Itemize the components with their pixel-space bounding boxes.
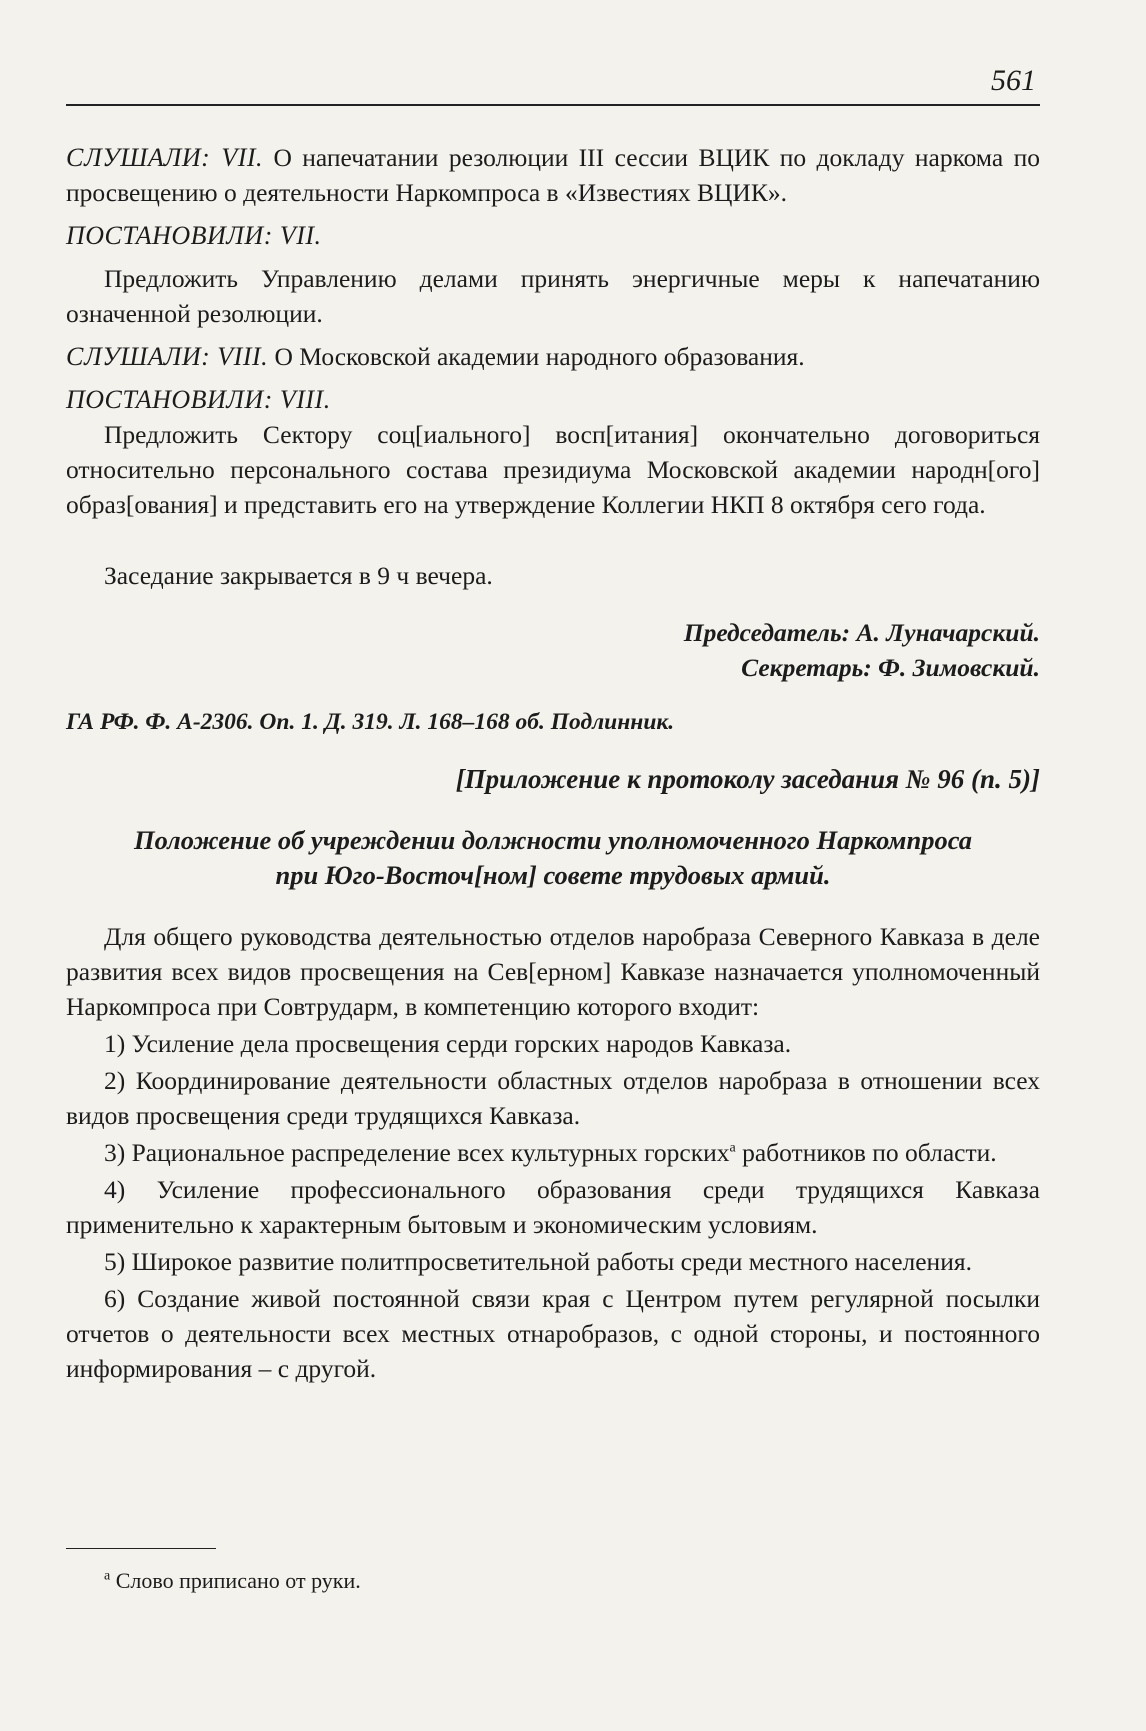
closing-text: Заседание закрывается в 9 ч вечера. xyxy=(104,561,493,590)
signature-chair: Председатель: А. Луначарский. xyxy=(683,618,1040,647)
heard-8-label: СЛУШАЛИ: VIII. xyxy=(66,342,269,371)
list-item-6: 6) Создание живой постоянной связи края с Центром путем регулярной посылки отчетов о деятельности всех местных отнаробразов, с одной стороны, и постоянного информирования – с другой. xyxy=(66,1284,1040,1383)
heard-8-text: О Московской академии народного образования. xyxy=(274,342,805,371)
footnote xyxy=(104,1568,361,1594)
document-title-line-2: при Юго-Восточ[ном] совете трудовых армий. xyxy=(275,860,831,890)
footnote-mark: а xyxy=(729,1140,736,1156)
page xyxy=(66,0,1040,1731)
archive-reference: ГА РФ. Ф. А-2306. Оп. 1. Д. 319. Л. 168–168 об. Подлинник. xyxy=(66,709,675,735)
decided-8-text: Предложить Сектору соц[иального] восп[итания] окончательно договориться относительно персонального состава президиума Московской академии народн[ого] образ[ования] и представить его на утверждение Коллегии НКП 8 октября сего года. xyxy=(66,420,1040,519)
heard-7-text: О напечатании резолюции III сессии ВЦИК по докладу наркома по просвещению о деятельности Наркомпроса в «Известиях ВЦИК». xyxy=(66,143,1041,207)
document-intro: Для общего руководства деятельностью отделов наробраза Северного Кавказа в деле развития всех видов просвещения на Сев[ерном] Кавказе назначается уполномоченный Наркомпроса при Совтрударм, в компетенцию которого входит: xyxy=(66,922,1040,1021)
heard-7 xyxy=(66,140,1040,210)
list-item-3-text-b: работников по области. xyxy=(735,1138,997,1167)
list-item-3 xyxy=(66,1135,1040,1170)
list-item-2: 2) Координирование деятельности областных отделов наробраза в отношении всех видов просвещения среди трудящихся Кавказа. xyxy=(66,1066,1040,1130)
footnote-divider xyxy=(66,1548,216,1549)
decided-7-text: Предложить Управлению делами принять энергичные меры к напечатанию означенной резолюции. xyxy=(66,264,1040,328)
footnote-mark-bottom: а xyxy=(104,1568,111,1584)
heard-7-label: СЛУШАЛИ: VII. xyxy=(66,143,264,172)
list-item-5: 5) Широкое развитие политпросветительной работы среди местного населения. xyxy=(104,1247,972,1276)
footnote-text: Слово приписано от руки. xyxy=(110,1568,361,1593)
list-item-3-text-a: 3) Рациональное распределение всех культурных горских xyxy=(104,1138,730,1167)
document-title-line-1: Положение об учреждении должности уполномоченного Наркомпроса xyxy=(133,825,973,855)
decided-7-label: ПОСТАНОВИЛИ: VII. xyxy=(66,221,322,250)
list-item-1: 1) Усиление дела просвещения серди горских народов Кавказа. xyxy=(104,1029,792,1058)
list-item-4: 4) Усиление профессионального образования среди трудящихся Кавказа применительно к характерным бытовым и экономическим условиям. xyxy=(66,1175,1040,1239)
page-number: 561 xyxy=(991,64,1036,97)
appendix-reference: [Приложение к протоколу заседания № 96 (п. 5)] xyxy=(455,764,1040,794)
page-header xyxy=(66,60,1040,106)
page-content xyxy=(66,140,1040,1386)
decided-8-label: ПОСТАНОВИЛИ: VIII. xyxy=(66,385,331,414)
heard-8 xyxy=(66,339,1040,374)
document-title xyxy=(66,823,1040,893)
signature-secretary: Секретарь: Ф. Зимовский. xyxy=(741,653,1040,682)
